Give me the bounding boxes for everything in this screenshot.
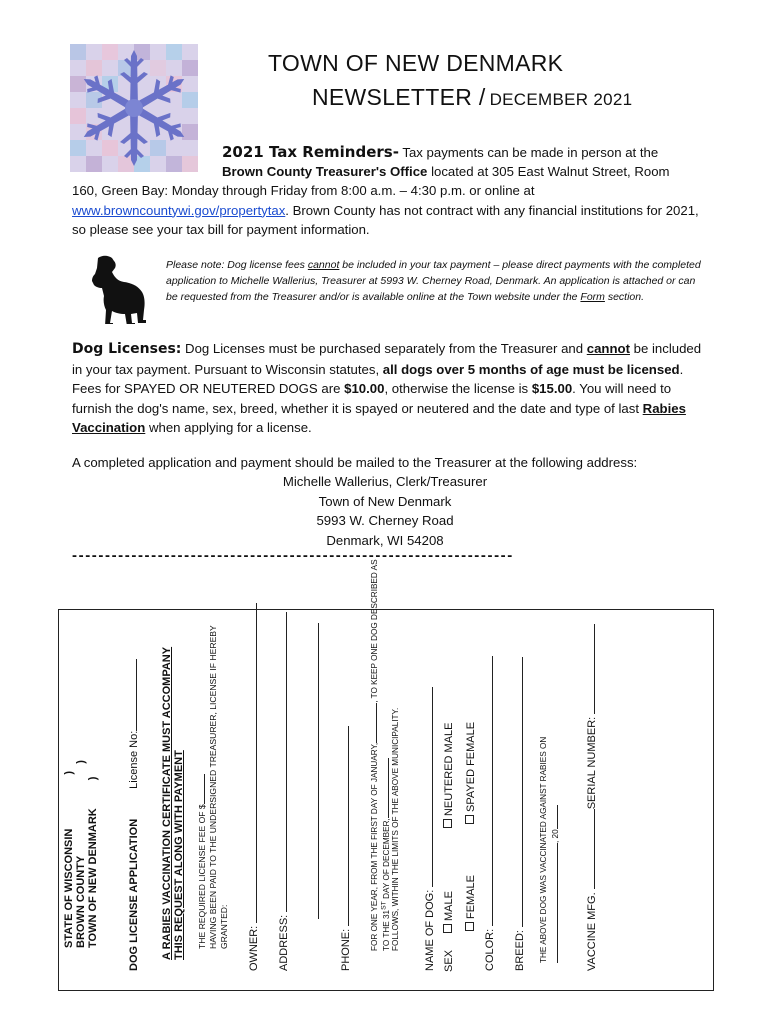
year-end-field[interactable] [379, 758, 389, 818]
phone-label: PHONE: [340, 928, 352, 971]
paren: ) [87, 776, 99, 781]
tax-text: located at 305 East Walnut Street, Room [427, 164, 670, 179]
vaccine-row [585, 624, 598, 971]
spayed-female-label: SPAYED FEMALE [465, 721, 477, 812]
note-cannot: cannot [307, 259, 340, 271]
male-checkbox[interactable] [443, 924, 452, 933]
dog-licenses-text: . Fees for SPAYED OR NEUTERED DOGS are [72, 361, 684, 396]
serial-number-label: SERIAL NUMBER: [586, 716, 598, 810]
phone-row [339, 726, 352, 971]
dog-name-field[interactable] [423, 687, 433, 887]
period-text: FOLLOWS, WITHIN THE LIMITS OF THE ABOVE MUNICIPALITY. [391, 707, 400, 951]
tax-reminder-line2 [222, 162, 670, 182]
fee-text: GRANTED: [219, 904, 229, 949]
dog-name-label: NAME OF DOG: [424, 889, 436, 971]
vaccination-year-field[interactable] [548, 805, 558, 829]
paren: ) [75, 760, 87, 764]
tax-text: Tax payments can be made in person at the [398, 145, 659, 160]
newsletter-label: NEWSLETTER / [312, 84, 486, 110]
period-text: DAY OF DECEMBER, [382, 818, 391, 902]
dog-licenses-paragraph [72, 339, 702, 438]
newsletter-title-date [312, 84, 632, 111]
dog-fee-note [166, 257, 706, 305]
dog-name-row [423, 687, 436, 971]
year-field[interactable] [367, 703, 377, 743]
tax-text: 160, Green Bay: Monday through Friday from 8:00 a.m. – 4:30 p.m. or online at [72, 183, 535, 198]
town-label: TOWN OF NEW DENMARK [87, 808, 99, 948]
dog-silhouette-icon [88, 254, 152, 324]
address-field-2[interactable] [309, 623, 319, 919]
address-label: ADDRESS: [278, 914, 290, 971]
fee-text: HAVING BEEN PAID TO THE UNDERSIGNED TREASURER, LICENSE IF HEREBY [208, 625, 218, 949]
fee-standard: $15.00 [531, 381, 573, 396]
vaccine-mfg-label: VACCINE MFG. [586, 892, 598, 971]
issue-date: DECEMBER 2021 [489, 90, 633, 109]
vaccination-text: , 20 [551, 829, 560, 843]
vaccine-mfg-field[interactable] [585, 809, 595, 889]
property-tax-link[interactable]: www.browncountywi.gov/propertytax [72, 202, 286, 218]
address-row-2 [309, 623, 322, 971]
owner-row [247, 603, 260, 971]
tax-reminders-heading: 2021 Tax Reminders- [222, 143, 399, 161]
sex-row-1 [443, 722, 455, 972]
color-field[interactable] [483, 656, 493, 926]
form-section-link[interactable]: Form [580, 291, 605, 303]
vaccination-text: THE ABOVE DOG WAS VACCINATED AGAINST RABIES ON [539, 736, 548, 963]
female-label: FEMALE [465, 874, 477, 919]
newsletter-title-town: TOWN OF NEW DENMARK [268, 50, 564, 76]
rabies-notice-line2: THIS REQUEST ALONG WITH PAYMENT [173, 750, 185, 960]
sex-row-2 [465, 722, 477, 972]
note-text: Please note: Dog license fees [166, 259, 308, 271]
period-text: FOR ONE YEAR, FROM THE FIRST DAY OF JANUARY, [370, 742, 379, 951]
vaccination-statement [539, 737, 560, 963]
application-title: DOG LICENSE APPLICATION [128, 818, 140, 971]
dog-licenses-text: , otherwise the license is [384, 381, 532, 396]
neutered-male-checkbox[interactable] [443, 819, 452, 828]
rabies-notice [161, 647, 185, 960]
note-text: section. [604, 291, 645, 303]
cut-line-divider: ------------------------------------------------------------------- [72, 547, 514, 564]
serial-number-field[interactable] [585, 624, 595, 714]
fee-amount-field[interactable] [195, 774, 205, 804]
form-header-block [63, 760, 99, 948]
sex-label: SEX [443, 949, 455, 972]
color-label: COLOR: [484, 928, 496, 971]
spayed-female-checkbox[interactable] [465, 815, 474, 824]
dog-licenses-heading: Dog Licenses: [72, 341, 182, 357]
license-no-label: License No: [128, 730, 140, 789]
dog-licenses-text: . You will need to furnish the dog's name, sex, breed, whether it is spayed or neutered and the date and type of last [72, 381, 672, 416]
address-field[interactable] [277, 612, 287, 912]
dog-licenses-text: Dog Licenses must be purchased separately from the Treasurer and [181, 341, 587, 356]
mailing-instructions: A completed application and payment should be mailed to the Treasurer at the following address: [72, 455, 638, 470]
period-text: , TO KEEP ONE DOG DESCRIBED AS [370, 559, 379, 703]
neutered-male-label: NEUTERED MALE [443, 722, 455, 817]
state-label: STATE OF WISCONSIN [63, 828, 75, 948]
fee-spayed: $10.00 [344, 381, 385, 396]
treasurer-office: Brown County Treasurer's Office [222, 164, 428, 179]
rabies-notice-line1: A RABIES VACCINATION CERTIFICATE MUST ACCOMPANY [161, 646, 173, 960]
fee-text: THE REQUIRED LICENSE FEE OF $ [197, 804, 207, 949]
paren: ) [63, 770, 75, 775]
male-label: MALE [443, 891, 455, 921]
license-no-field[interactable] [127, 659, 137, 731]
color-row [483, 656, 496, 971]
fee-paragraph [195, 625, 230, 949]
tax-reminder-body [72, 181, 702, 240]
dog-licenses-text: be included in your tax payment. Pursuant to Wisconsin statutes, [72, 341, 702, 377]
period-sup: ST [380, 901, 388, 910]
address-line: Town of New Denmark [318, 493, 452, 509]
address-line: Denmark, WI 54208 [326, 532, 444, 548]
form-title-row [127, 659, 140, 971]
tax-text: . Brown County has not contract with any financial institutions for 2021, so please see your tax bill for payment information. [72, 202, 699, 237]
note-text: be included in your tax payment – please direct payments with the completed application to Michelle Wallerius, Treasurer at 5993 W. Cherney Road, Denmark. An application is attached or can be requested from the Treasurer and/or is available online at the Town website under the [166, 259, 701, 303]
county-label: BROWN COUNTY [75, 855, 87, 948]
treasurer-address [0, 472, 770, 550]
tax-reminder-line1 [222, 143, 658, 163]
address-row [277, 612, 290, 971]
rabies-vaccination: Rabies Vaccination [72, 400, 686, 435]
dog-license-application-form [58, 559, 714, 991]
license-period-paragraph [367, 559, 400, 951]
female-checkbox[interactable] [465, 922, 474, 931]
address-line: Michelle Wallerius, Clerk/Treasurer [282, 474, 488, 489]
dog-licenses-cannot: cannot [586, 341, 630, 356]
breed-label: BREED: [514, 930, 526, 971]
dog-licenses-text: when applying for a license. [145, 420, 312, 435]
snowflake-quilt-logo [70, 44, 198, 172]
dog-licenses-age-rule: all dogs over 5 months of age must be licensed [382, 361, 680, 377]
breed-row [513, 657, 526, 971]
breed-field[interactable] [513, 657, 523, 927]
period-text: TO THE 31 [382, 909, 391, 951]
owner-label: OWNER: [248, 925, 260, 971]
vaccination-date-field[interactable] [548, 843, 558, 963]
address-line: 5993 W. Cherney Road [316, 513, 454, 528]
phone-field[interactable] [339, 726, 349, 926]
owner-field[interactable] [247, 603, 257, 923]
